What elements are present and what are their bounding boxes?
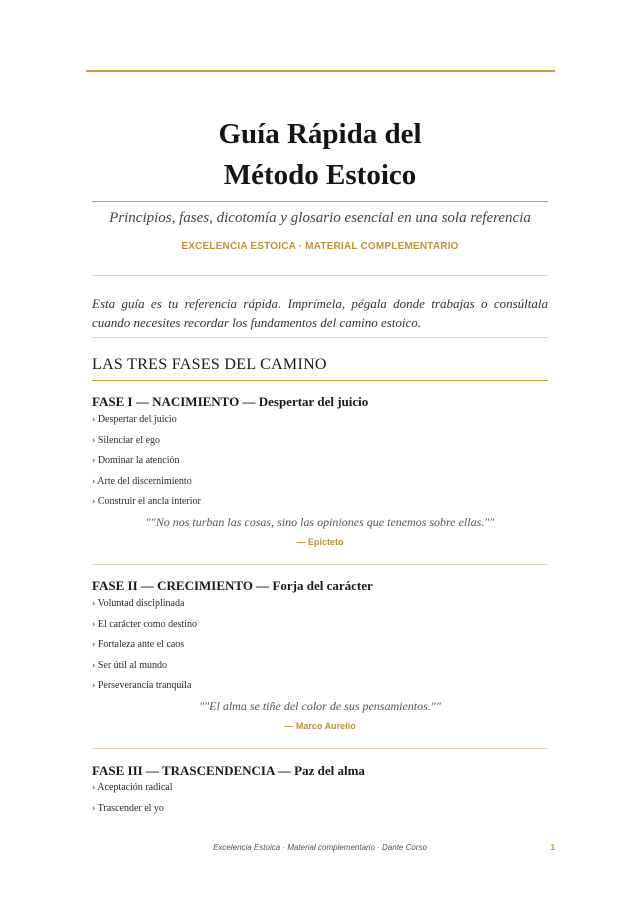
page-footer: Excelencia Estoica · Material complementario · Dante Corso: [213, 843, 427, 852]
phase-3-list: [92, 778, 173, 819]
brand-line: EXCELENCIA ESTOICA · MATERIAL COMPLEMENTARIO: [181, 241, 459, 252]
intro-bottom-divider: [92, 337, 548, 338]
top-divider: [86, 70, 555, 72]
title-line-2: Método Estoico: [223, 159, 417, 191]
phase-1-title: FASE I — NACIMIENTO — Despertar del juicio: [92, 394, 369, 409]
intro-top-divider: [92, 275, 548, 276]
title-divider: [92, 201, 548, 202]
list-item: › Dominar la atención: [92, 455, 180, 466]
list-item: › Despertar del juicio: [92, 414, 177, 425]
phase-2-title: FASE II — CRECIMIENTO — Forja del carácter: [92, 578, 373, 593]
list-item: › Construir el ancla interior: [92, 496, 201, 507]
list-item: › Ser útil al mundo: [92, 659, 167, 671]
list-item: › Aceptación radical: [92, 782, 173, 793]
list-item: › Perseverancia tranquila: [92, 680, 192, 691]
page-number: 1: [550, 843, 555, 852]
list-item: › Trascender el yo: [92, 802, 164, 814]
phase-2-divider: [92, 748, 548, 749]
subtitle: Principios, fases, dicotomía y glosario esencial en una sola referencia: [109, 210, 531, 226]
list-item: › Arte del discernimiento: [92, 475, 192, 487]
phase-1-list: [92, 410, 201, 513]
list-item: › Silenciar el ego: [92, 434, 161, 446]
phase-1-author: — Epicteto: [296, 537, 344, 547]
section-title: LAS TRES FASES DEL CAMINO: [92, 356, 327, 373]
phase-1-quote: ""No nos turban las cosas, sino las opiniones que tenemos sobre ellas."": [145, 515, 495, 529]
intro-paragraph: Esta guía es tu referencia rápida. Imprímela, pégala donde trabajas o consúltala cuando necesites recordar los fundamentos del camino estoico.: [92, 296, 548, 330]
phase-1-divider: [92, 564, 548, 565]
phase-2-author: — Marco Aurelio: [284, 721, 356, 731]
list-item: › Voluntad disciplinada: [92, 598, 185, 609]
title-line-1: Guía Rápida del: [218, 118, 422, 150]
phase-3-title: FASE III — TRASCENDENCIA — Paz del alma: [92, 763, 365, 778]
list-item: › Fortaleza ante el caos: [92, 639, 185, 650]
section-divider: [92, 380, 548, 381]
phase-2-list: [92, 594, 197, 697]
page-title: [92, 114, 548, 196]
list-item: › El carácter como destino: [92, 618, 197, 630]
phase-2-quote: ""El alma se tiñe del color de sus pensamientos."": [199, 699, 441, 713]
